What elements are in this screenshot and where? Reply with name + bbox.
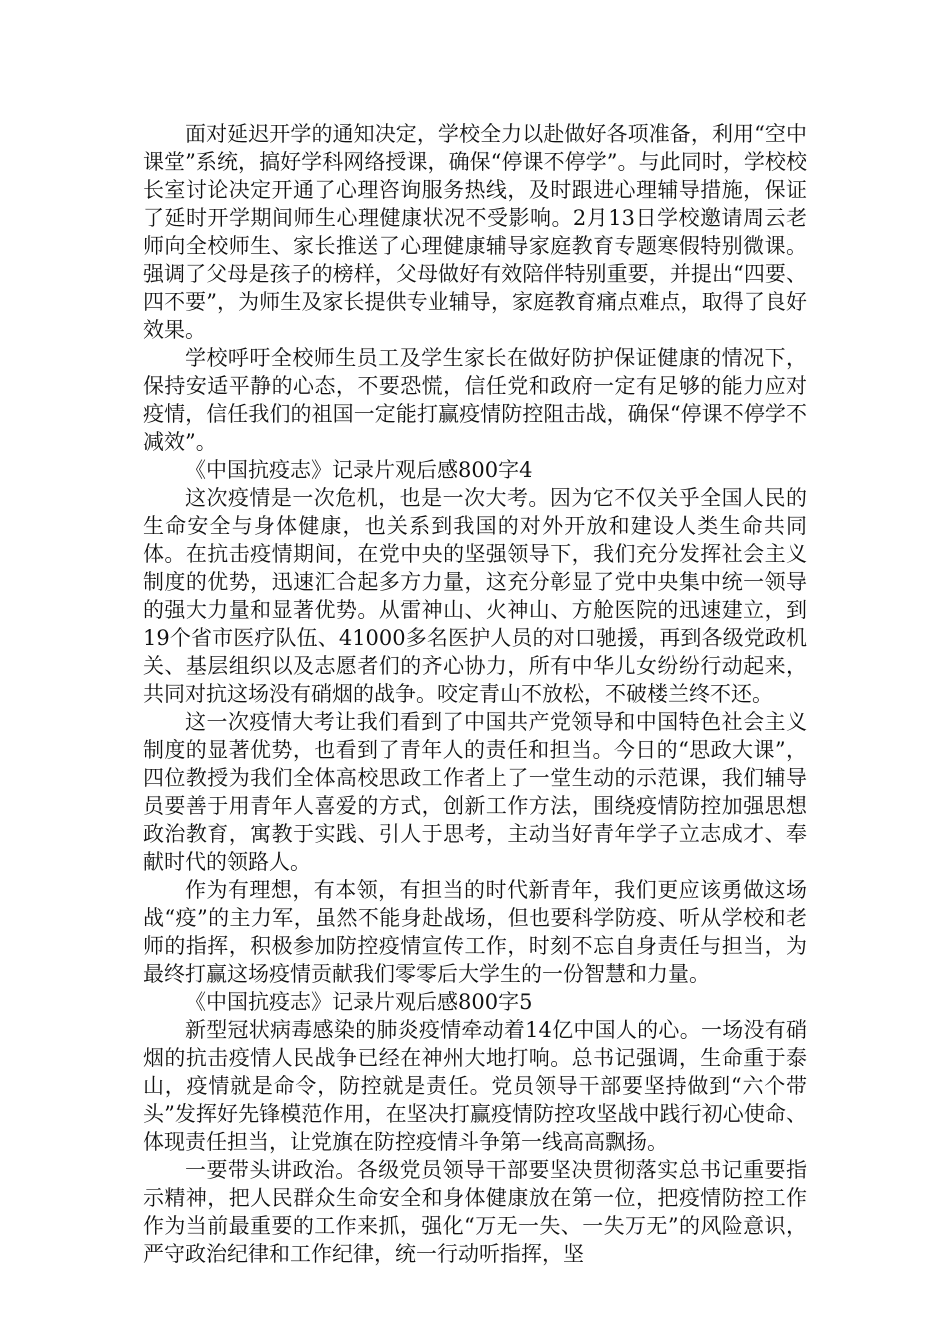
paragraph-crisis-exam: 这次疫情是一次危机，也是一次大考。因为它不仅关乎全国人民的生命安全与身体健康，也关系到我国的对外开放和建设人类生命共同体。在抗击疫情期间，在党中央的坚强领导下，我们充分发挥社会主义制度的优势，迅速汇合起多方力量，这充分彰显了党中央集中统一领导的强大力量和显著优势。从雷神山、火神山、方舱医院的迅速建立，到19个省市医疗队伍、41000多名医护人员的对口驰援，再到各级党政机关、基层组织以及志愿者们的齐心协力，所有中华儿女纷纷行动起来，共同对抗这场没有硝烟的战争。咬定青山不放松，不破楼兰终不还。 (143, 486, 807, 706)
paragraph-lead-politics: 一要带头讲政治。各级党员领导干部要坚决贯彻落实总书记重要指示精神，把人民群众生命安全和身体健康放在第一位，把疫情防控工作作为当前最重要的工作来抓，强化“万无一失、一失万无”的风险意识，严守政治纪律和工作纪律，统一行动听指挥，坚 (143, 1158, 807, 1266)
document-body (143, 120, 807, 1268)
paragraph-school-appeal: 学校呼吁全校师生员工及学生家长在做好防护保证健康的情况下，保持安适平静的心态，不要恐慌，信任党和政府一定有足够的能力应对疫情，信任我们的祖国一定能打赢疫情防控阻击战，确保“停课不停学不减效”。 (143, 346, 807, 454)
paragraph-school-delay: 面对延迟开学的通知决定，学校全力以赴做好各项准备，利用“空中课堂”系统，搞好学科网络授课，确保“停课不停学”。与此同时，学校校长室讨论决定开通了心理咨询服务热线，及时跟进心理辅导措施，保证了延时开学期间师生心理健康状况不受影响。2月13日学校邀请周云老师向全校师生、家长推送了心理健康辅导家庭教育专题寒假特别微课。强调了父母是孩子的榜样，父母做好有效陪伴特别重要，并提出“四要、四不要”，为师生及家长提供专业辅导，家庭教育痛点难点，取得了良好效果。 (143, 122, 807, 342)
paragraph-youth-responsibility: 这一次疫情大考让我们看到了中国共产党领导和中国特色社会主义制度的显著优势，也看到了青年人的责任和担当。今日的“思政大课”，四位教授为我们全体高校思政工作者上了一堂生动的示范课，我们辅导员要善于用青年人喜爱的方式，创新工作方法，围绕疫情防控加强思想政治教育，寓教于实践、引人于思考，主动当好青年学子立志成才、奉献时代的领路人。 (143, 710, 807, 874)
section-heading-4: 《中国抗疫志》记录片观后感800字4 (185, 458, 533, 482)
paragraph-new-youth: 作为有理想，有本领，有担当的时代新青年，我们更应该勇做这场战“疫”的主力军，虽然不能身赴战场，但也要科学防疫、听从学校和老师的指挥，积极参加防控疫情宣传工作，时刻不忘自身责任与担当，为最终打赢这场疫情贡献我们零零后大学生的一份智慧和力量。 (143, 878, 807, 986)
paragraph-epidemic-battle: 新型冠状病毒感染的肺炎疫情牵动着14亿中国人的心。一场没有硝烟的抗击疫情人民战争已经在神州大地打响。总书记强调，生命重于泰山，疫情就是命令，防控就是责任。党员领导干部要坚持做到“六个带头”发挥好先锋模范作用，在坚决打赢疫情防控攻坚战中践行初心使命、体现责任担当，让党旗在防控疫情斗争第一线高高飘扬。 (143, 1018, 807, 1154)
section-heading-5: 《中国抗疫志》记录片观后感800字5 (185, 990, 533, 1014)
